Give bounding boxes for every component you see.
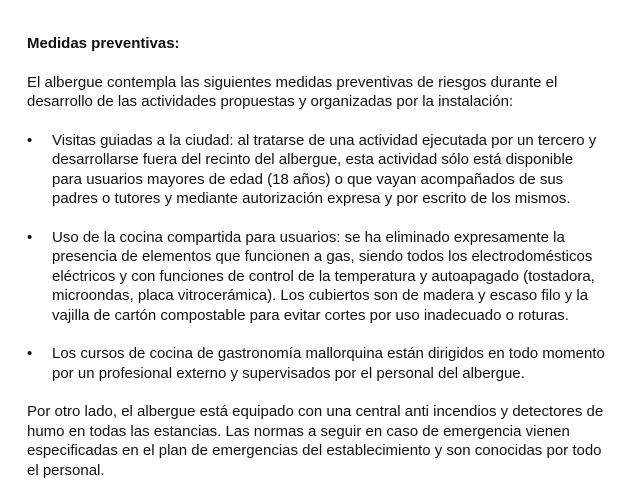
- list-item: [27, 344, 607, 383]
- bullet-icon: •: [27, 131, 33, 149]
- list-item-text: Uso de la cocina compartida para usuarios: se ha eliminado expresamente la presencia de elementos que funcionen a gas, siendo todos los electrodomésticos eléctricos y con funciones de control de la temperatura y autoapagado (tostadora, microondas, placa vitrocerámica). Los cubiertos son de madera y escaso filo y la vajilla de cartón compostable para evitar cortes por uso inadecuado o roturas.: [52, 228, 595, 324]
- list-item: [27, 131, 607, 209]
- bullet-icon: •: [27, 345, 33, 362]
- intro-paragraph: El albergue contempla las siguientes medidas preventivas de riesgos durante el desarrollo de las actividades propuestas y organizadas por la instalación:: [27, 73, 558, 110]
- section-heading: Medidas preventivas:: [27, 35, 180, 52]
- list-item-text: Visitas guiadas a la ciudad: al tratarse de una actividad ejecutada por un tercero y desarrollarse fuera del recinto del albergue, esta actividad sólo está disponible para usuarios mayores de edad (18 años) o que vayan acompañados de sus padres o tutores y mediante autorización expresa y por escrito de los mismos.: [52, 131, 597, 207]
- preventive-measures-list: [27, 131, 607, 384]
- list-item: [27, 228, 607, 326]
- list-item-text: Los cursos de cocina de gastronomía mallorquina están dirigidos en todo momento por un profesional externo y supervisados por el personal del albergue.: [52, 345, 605, 382]
- document-body: [27, 34, 607, 480]
- bullet-icon: •: [27, 228, 33, 246]
- closing-paragraph: Por otro lado, el albergue está equipado con una central anti incendios y detectores de humo en todas las estancias. Las normas a seguir en caso de emergencia vienen especificadas en el plan de emergencias del establecimiento y son conocidas por todo el personal.: [27, 403, 604, 479]
